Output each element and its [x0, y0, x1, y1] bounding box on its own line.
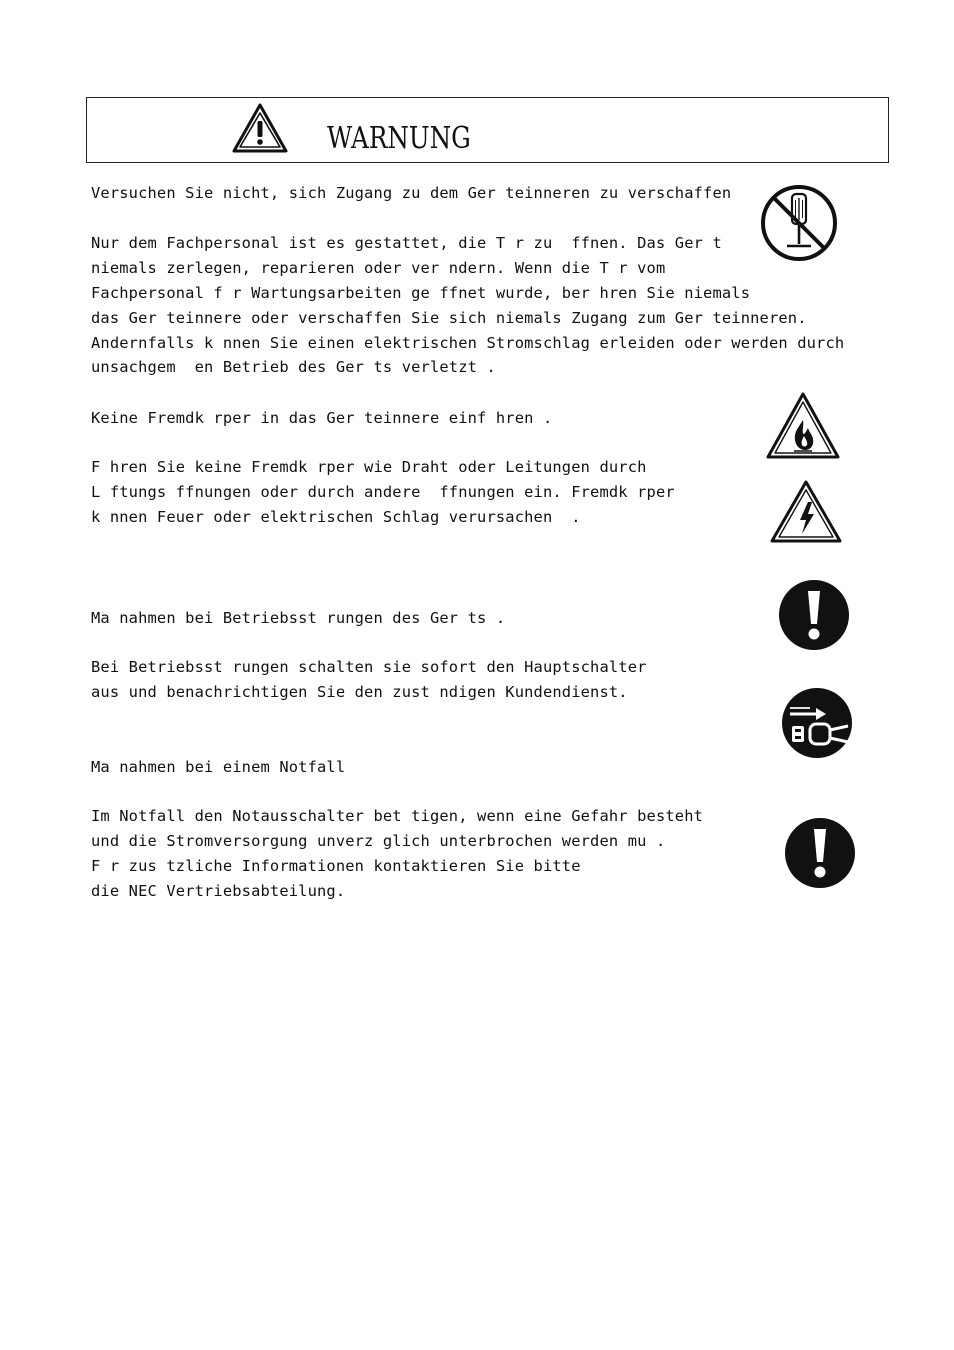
section-text-line: F r zus tzliche Informationen kontaktieren Sie bitte — [91, 857, 581, 875]
section-text-line: die NEC Vertriebsabteilung. — [91, 882, 346, 900]
warning-banner — [86, 97, 889, 163]
warning-title: WARNUNG — [327, 121, 471, 156]
section-text-line: Andernfalls k nnen Sie einen elektrischen Stromschlag erleiden oder werden durch — [91, 334, 845, 352]
unplug-icon — [780, 686, 854, 760]
section-text-line: Im Notfall den Notausschalter bet tigen, wenn eine Gefahr besteht — [91, 807, 704, 825]
section-heading: Keine Fremdk rper in das Ger teinnere einf hren . — [91, 409, 553, 427]
no-disassembly-icon — [757, 180, 841, 266]
mandatory-action-icon — [783, 816, 857, 890]
section-text-line: k nnen Feuer oder elektrischen Schlag verursachen . — [91, 508, 581, 526]
section-text-line: Fachpersonal f r Wartungsarbeiten ge ffnet wurde, ber hren Sie niemals — [91, 284, 751, 302]
electric-shock-icon — [768, 478, 844, 546]
section-text-line: L ftungs ffnungen oder durch andere ffnungen ein. Fremdk rper — [91, 483, 675, 501]
section-text-line: niemals zerlegen, reparieren oder ver ndern. Wenn die T r vom — [91, 259, 666, 277]
section-text-line: Nur dem Fachpersonal ist es gestattet, die T r zu ffnen. Das Ger t — [91, 234, 722, 252]
section-heading: Ma nahmen bei einem Notfall — [91, 758, 346, 776]
section-text-line: das Ger teinnere oder verschaffen Sie sich niemals Zugang zum Ger teinneren. — [91, 309, 807, 327]
fire-hazard-icon — [764, 390, 842, 462]
section-text-line: und die Stromversorgung unverz glich unterbrochen werden mu . — [91, 832, 666, 850]
mandatory-action-icon — [777, 578, 851, 652]
section-text-line: aus und benachrichtigen Sie den zust ndigen Kundendienst. — [91, 683, 628, 701]
section-text-line: Bei Betriebsst rungen schalten sie sofort den Hauptschalter — [91, 658, 647, 676]
warning-triangle-icon — [231, 102, 289, 154]
section-heading: Ma nahmen bei Betriebsst rungen des Ger ts . — [91, 609, 506, 627]
section-text-line: unsachgem en Betrieb des Ger ts verletzt . — [91, 358, 496, 376]
section-text-line: F hren Sie keine Fremdk rper wie Draht oder Leitungen durch — [91, 458, 647, 476]
section-heading: Versuchen Sie nicht, sich Zugang zu dem Ger teinneren zu verschaffen — [91, 184, 732, 202]
